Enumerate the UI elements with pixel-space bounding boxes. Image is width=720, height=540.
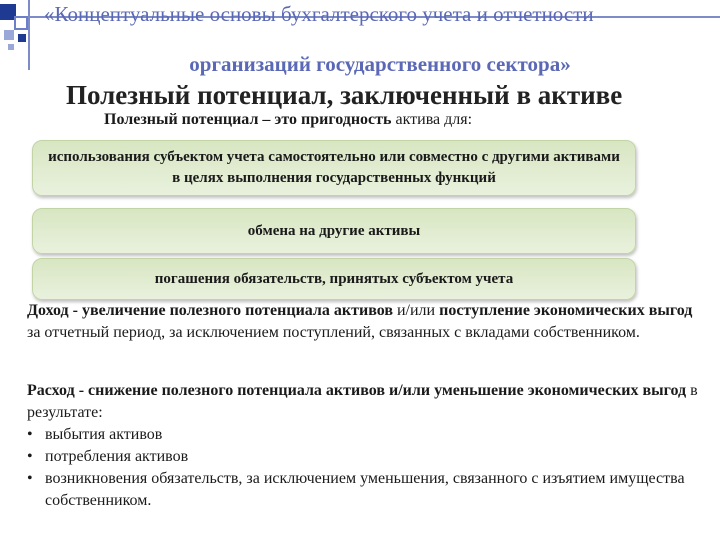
deco-square bbox=[8, 44, 14, 50]
income-term: Доход - увеличение полезного потенциала активов bbox=[27, 302, 393, 319]
deco-square bbox=[14, 16, 28, 30]
purpose-box-use bbox=[32, 140, 636, 196]
slide-title: Полезный потенциал, заключенный в активе bbox=[66, 80, 623, 110]
income-term-2: поступление экономических выгод bbox=[439, 302, 693, 319]
bullet-icon: • bbox=[27, 470, 33, 487]
purpose-box-exchange bbox=[32, 208, 636, 254]
income-rest: за отчетный период, за исключением поступлений, связанных с вкладами собственником. bbox=[27, 324, 640, 341]
income-definition bbox=[27, 300, 707, 344]
expense-term: Расход - снижение полезного потенциала активов и/или уменьшение экономических выгод bbox=[27, 382, 687, 399]
expense-definition bbox=[27, 380, 707, 512]
bullet-icon: • bbox=[27, 448, 33, 465]
intro-bold-1: Полезный потенциал – это bbox=[104, 111, 301, 128]
list-item bbox=[27, 446, 707, 468]
intro-text bbox=[104, 111, 472, 129]
purpose-list bbox=[32, 132, 638, 300]
header-line-2: организаций государственного сектора» bbox=[189, 52, 571, 76]
list-item-text: выбытия активов bbox=[45, 426, 163, 443]
list-item bbox=[27, 468, 707, 512]
purpose-box-text: использования субъектом учета самостоятельно или совместно с другими активами в целях выполнения государственных функций bbox=[48, 149, 620, 186]
deco-square bbox=[18, 34, 26, 42]
list-item bbox=[27, 424, 707, 446]
purpose-box-text: обмена на другие активы bbox=[247, 222, 421, 239]
intro-rest: актива для: bbox=[391, 111, 473, 128]
header-line-1: «Концептуальные основы бухгалтерского учета и отчетности bbox=[44, 2, 594, 26]
expense-rest: в результате: bbox=[27, 382, 698, 421]
expense-bullet-list bbox=[27, 424, 707, 512]
list-item-text: возникновения обязательств, за исключением уменьшения, связанного с изъятием имущества собственником. bbox=[45, 470, 685, 509]
intro-bold-2: пригодность bbox=[300, 111, 392, 128]
purpose-box-repayment bbox=[32, 258, 636, 300]
list-item-text: потребления активов bbox=[45, 448, 189, 465]
deco-square bbox=[4, 30, 14, 40]
purpose-box-text: погашения обязательств, принятых субъектом учета bbox=[154, 270, 514, 287]
bullet-icon: • bbox=[27, 426, 33, 443]
income-conj: и/или bbox=[392, 302, 440, 319]
